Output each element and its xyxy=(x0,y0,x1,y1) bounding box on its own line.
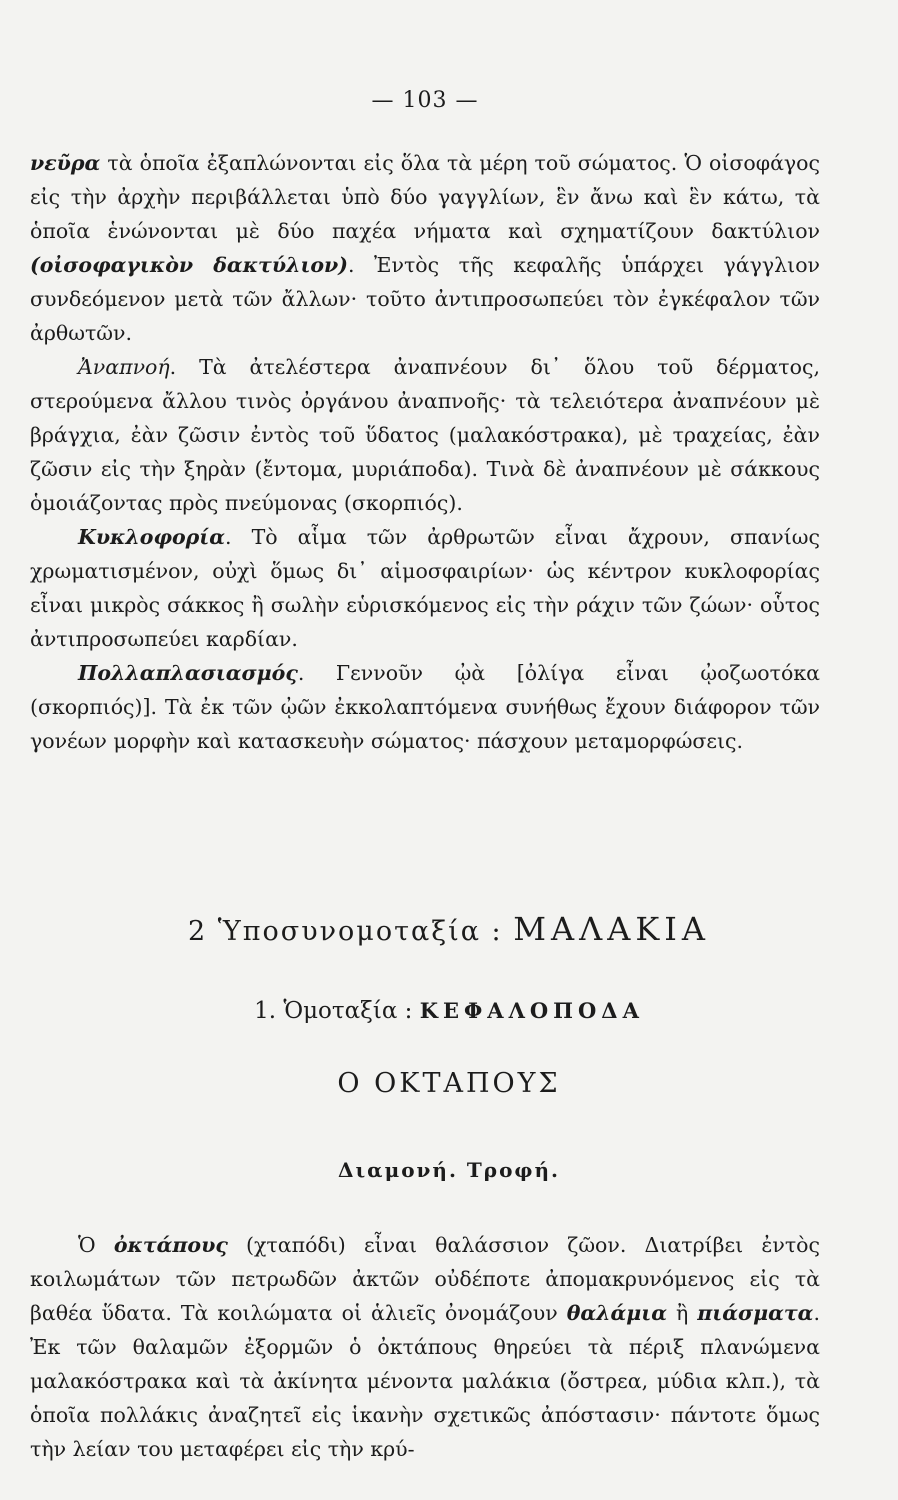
paragraph-reproduction xyxy=(30,656,820,758)
term-respiration: Ἀναπνοή xyxy=(78,355,170,379)
suborder-heading xyxy=(0,910,898,948)
term-esophageal-ring: (οἰσοφαγικὸν δακτύλιον) xyxy=(30,253,348,277)
term-octopus: ὀκτάπους xyxy=(113,1233,228,1257)
term-nerves: νεῦρα xyxy=(30,151,101,175)
octopus-habitat-section xyxy=(30,1228,820,1466)
text-span: . Ἐντὸς τῆς κεφαλῆς ὑπάρχει γάγγλιον συνδεόμενον μετὰ τῶν ἄλλων· τοῦτο ἀντιπροσωπεύει τὸν ἐγκέφαλον τῶν ἀρθωτῶν. xyxy=(30,253,820,345)
text-span: (χταπόδι) εἶναι θαλάσσιον ζῶον. Διατρίβει ἐντὸς κοιλωμάτων τῶν πετρωδῶν ἀκτῶν οὐδέποτε ἀπομακρυνόμενος εἰς τὰ βαθέα ὕδατα. Τὰ κοιλώματα οἱ ἁλιεῖς ὀνομάζουν xyxy=(30,1233,820,1325)
arthropod-physiology-section xyxy=(30,146,820,758)
order-title: ΚΕΦΑΛΟΠΟΔΑ xyxy=(419,998,644,1023)
term-thalamia: θαλάμια xyxy=(566,1301,667,1325)
topic-heading: Διαμονή. Τροφή. xyxy=(337,1158,561,1182)
order-heading xyxy=(0,998,898,1024)
text-span: . Γεννοῦν ᾠὰ [ὀλίγα εἶναι ᾠοζωοτόκα (σκορπιός)]. Τὰ ἐκ τῶν ᾠῶν ἐκκολαπτόμενα συνήθως ἔχουν διάφορον τῶν γονέων μορφὴν καὶ κατασκευὴν σώματος· πάσχουν μεταμορφώσεις. xyxy=(30,661,820,753)
suborder-prefix: 2 Ὑποσυνομοταξία : xyxy=(188,916,503,947)
text-span: . Τὸ αἷμα τῶν ἀρθρωτῶν εἶναι ἄχρουν, σπανίως χρωματισμένον, οὐχὶ ὅμως δι᾽ αἱμοσφαιρίων· ὡς κέντρον κυκλοφορίας εἶναι μικρὸς σάκκος ἢ σωλὴν εὑρισκόμενος εἰς τὴν ράχιν τῶν ζώων· οὗτος ἀντιπροσωπεύει καρδίαν. xyxy=(30,525,820,651)
species-heading: Ο ΟΚΤΑΠΟΥΣ xyxy=(337,1068,561,1099)
paragraph-habitat xyxy=(30,1228,820,1466)
text-span: Ὁ xyxy=(78,1233,114,1257)
text-span: . Ἐκ τῶν θαλαμῶν ἐξορμῶν ὁ ὀκτάπους θηρεύει τὰ πέριξ πλανώμενα μαλακόστρακα καὶ τὰ ἀκίνητα μένοντα μαλάκια (ὄστρεα, μύδια κλπ.), τὰ ὁποῖα πολλάκις ἀναζητεῖ εἰς ἱκανὴν σχετικῶς ἀπόστασιν· πάντοτε ὅμως τὴν λείαν του μεταφέρει εἰς τὴν κρύ- xyxy=(30,1301,820,1461)
text-span: ἢ xyxy=(667,1301,698,1325)
page-number: — 103 — xyxy=(371,88,479,113)
suborder-title: ΜΑΛΑΚΙΑ xyxy=(513,910,710,948)
text-span: τὰ ὁποῖα ἐξαπλώνονται εἰς ὅλα τὰ μέρη τοῦ σώματος. Ὁ οἰσοφάγος εἰς τὴν ἀρχὴν περιβάλλεται ὑπὸ δύο γαγγλίων, ἓν ἄνω καὶ ἓν κάτω, τὰ ὁποῖα ἑνώνονται μὲ δύο παχέα νήματα καὶ σχηματίζουν δακτύλιον xyxy=(30,151,820,243)
paragraph-nerves xyxy=(30,146,820,350)
term-circulation: Κυκλοφορία xyxy=(78,525,226,549)
term-piasmata: πιάσματα xyxy=(697,1301,814,1325)
term-reproduction: Πολλαπλασιασμός xyxy=(78,661,298,685)
paragraph-circulation xyxy=(30,520,820,656)
paragraph-respiration xyxy=(30,350,820,520)
order-prefix: 1. Ὁμοταξία : xyxy=(254,998,413,1024)
text-span: . Τὰ ἀτελέστερα ἀναπνέουν δι᾽ ὅλου τοῦ δέρματος, στερούμενα ἄλλου τινὸς ὀργάνου ἀναπνοῆς· τὰ τελειότερα ἀναπνέουν μὲ βράγχια, ἐὰν ζῶσιν ἐντὸς τοῦ ὕδατος (μαλακόστρακα), μὲ τραχείας, ἐὰν ζῶσιν εἰς τὴν ξηρὰν (ἔντομα, μυριάποδα). Τινὰ δὲ ἀναπνέουν μὲ σάκκους ὁμοιάζοντας πρὸς πνεύμονας (σκορπιός). xyxy=(30,355,820,515)
